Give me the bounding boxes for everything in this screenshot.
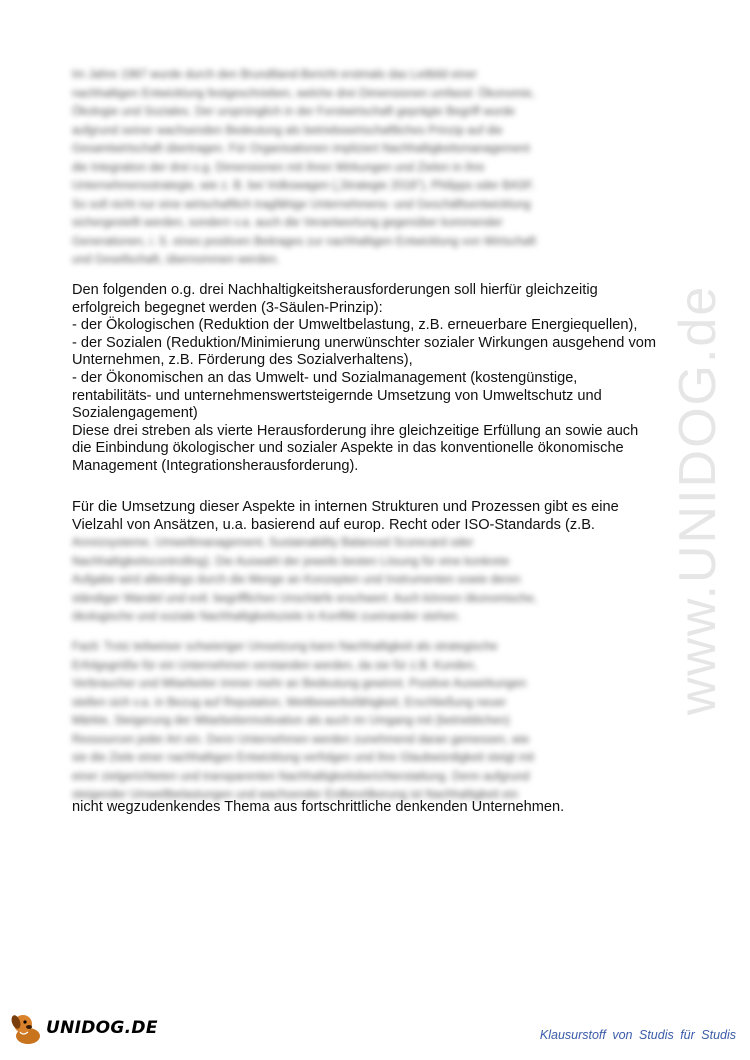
conclusion-last-line: nicht wegzudenkendes Thema aus fortschrittliche denkenden Unternehmen. — [72, 799, 565, 815]
text-line: Diese drei streben als vierte Herausforderung ihre gleichzeitige Erfüllung an sowie auch — [72, 422, 639, 439]
text-line: Generationen, i. S. eines positiven Beitrages zur nachhaltigen Entwicklung von Wirtschaft — [72, 235, 537, 248]
text-line: aufgrund seiner wachsenden Bedeutung als betriebswirtschaftliches Prinzip auf die — [72, 124, 503, 137]
text-line: Management (Integrationsherausforderung). — [72, 457, 359, 474]
text-line: - der Sozialen (Reduktion/Minimierung unerwünschter sozialer Wirkungen ausgehend vom — [72, 334, 657, 351]
paragraph-conclusion-last-line — [72, 799, 680, 817]
text-line: steigender Umweltbelastungen und wachsender Erdbevölkerung ist Nachhaltigkeit ein — [72, 789, 518, 801]
paragraph-three-pillars — [72, 282, 680, 476]
watermark — [654, 280, 744, 730]
text-line: Erfolgsgröße für ein Unternehmen verstanden werden, da sie für z.B. Kunden, — [72, 659, 478, 672]
footer-tagline: Klausurstoff von Studis für Studis — [539, 1028, 736, 1042]
logo-text: UNIDOG.DE — [46, 1018, 158, 1038]
text-line: Sozialengagement) — [72, 405, 198, 422]
text-line: erfolgreich begegnet werden (3-Säulen-Prinzip): — [72, 299, 383, 316]
paragraph-implementation-blurred — [72, 534, 680, 627]
text-line: sichergestellt werden, sondern v.a. auch die Verantwortung gegenüber kommender — [72, 217, 503, 229]
paragraph-intro-blurred — [72, 66, 680, 270]
text-line: Ökologie und Soziales. Der ursprünglich in der Forstwirtschaft geprägte Begriff wurde — [72, 106, 515, 118]
text-line: die Integration der drei o.g. Dimensionen mit ihren Wirkungen und Zielen in ihre — [72, 161, 485, 174]
text-line: Im Jahre 1987 wurde durch den Brundtland-Bericht erstmals das Leitbild einer — [72, 69, 478, 81]
text-line: die Einbindung ökologischer und sozialer Aspekte in das konventionelle ökonomische — [72, 440, 624, 457]
text-line: Anreizsysteme, Umweltmanagement, Sustainability Balanced Scorecard oder — [72, 537, 474, 549]
text-line: Gesamtwirtschaft übertragen. Für Organisationen impliziert Nachhaltigkeitsmanagement — [72, 143, 530, 155]
text-line: Ressourcen jeder Art ein. Denn Unternehmen werden zunehmend daran gemessen, wie — [72, 733, 530, 746]
paragraph-conclusion-blurred — [72, 638, 680, 805]
text-line: Nachhaltigkeitscontrolling). Die Auswahl der jeweils besten Lösung für eine konkrete — [72, 555, 510, 568]
text-line: Märkte, Steigerung der Mitarbeitermotivation als auch im Umgang mit (betrieblichen) — [72, 715, 510, 727]
text-line: - der Ökonomischen an das Umwelt- und Sozialmanagement (kostengünstige, — [72, 369, 578, 386]
text-line: einer zielgerichteten und transparenten Nachhaltigkeitsberichterstattung. Denn aufgrund — [72, 770, 530, 783]
text-line: Für die Umsetzung dieser Aspekte in internen Strukturen und Prozessen gibt es eine — [72, 499, 619, 515]
paragraph-implementation — [72, 499, 680, 534]
text-line: stellen sich v.a. in Bezug auf Reputation, Wettbewerbsfähigkeit, Erschließung neuer — [72, 696, 507, 709]
text-line: - der Ökologischen (Reduktion der Umweltbelastung, z.B. erneuerbare Energiequellen), — [72, 317, 638, 334]
watermark-text: www.UNIDOG.de — [669, 284, 727, 716]
text-line: rentabilitäts- und unternehmenswertsteigernde Umsetzung von Umweltschutz und — [72, 387, 602, 404]
text-line: Fazit: Trotz teilweiser schwieriger Umsetzung kann Nachhaltigkeit als strategische — [72, 641, 498, 653]
text-line: Unternehmen, z.B. Förderung des Sozialverhaltens), — [72, 352, 413, 369]
text-line: Unternehmensstrategie, wie z. B. bei Volkswagen („Strategie 2018"), Philipps oder BASF. — [72, 180, 535, 192]
text-line: Verbraucher und Mitarbeiter immer mehr an Bedeutung gewinnt. Positive Auswirkungen — [72, 678, 527, 690]
unidog-logo — [8, 1010, 158, 1046]
text-line: Vielzahl von Ansätzen, u.a. basierend auf europ. Recht oder ISO-Standards (z.B. — [72, 516, 595, 533]
text-line: Aufgabe wird allerdings durch die Menge an Konzepten und Instrumenten sowie deren — [72, 574, 521, 586]
text-line: ständiger Wandel und evtl. begrifflichen Unschärfe erschwert. Auch können ökonomische, — [72, 592, 538, 605]
dog-icon — [8, 1010, 48, 1046]
text-line: ökologische und soziale Nachhaltigkeitsziele in Konflikt zueinander stehen. — [72, 611, 461, 623]
text-line: So soll nicht nur eine wirtschaftlich tragfähige Unternehmens- und Geschäftsentwicklung — [72, 198, 531, 211]
text-line: sie die Ziele einer nachhaltigen Entwicklung verfolgen und ihre Glaubwürdigkeit steigt mit — [72, 752, 535, 764]
text-line: und Gesellschaft, übernommen werden. — [72, 254, 280, 266]
text-line: Den folgenden o.g. drei Nachhaltigkeitsherausforderungen soll hierfür gleichzeitig — [72, 282, 598, 298]
text-line: nachhaltigen Entwicklung festgeschrieben, welche drei Dimensionen umfasst: Ökonomie, — [72, 87, 535, 100]
